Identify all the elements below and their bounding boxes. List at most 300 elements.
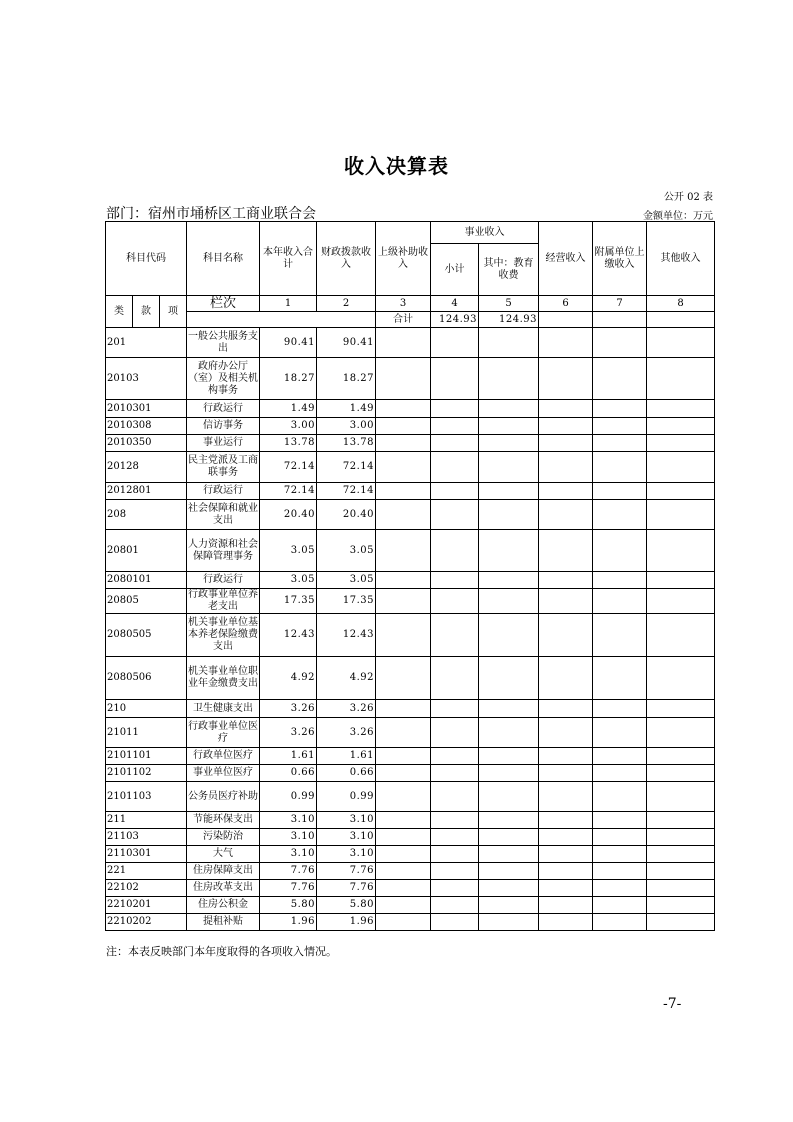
row-fiscal: 3.05	[317, 572, 376, 589]
row-fiscal: 1.61	[317, 748, 376, 765]
header-operating: 经营收入	[539, 222, 593, 296]
row-total: 17.35	[260, 589, 317, 614]
row-empty-cell	[647, 765, 715, 782]
row-empty-cell	[431, 435, 479, 452]
row-empty-cell	[479, 452, 539, 483]
row-fiscal: 3.26	[317, 700, 376, 718]
row-total: 3.05	[260, 572, 317, 589]
row-empty-cell	[431, 328, 479, 358]
row-total: 124.93	[431, 312, 479, 328]
row-empty-cell	[431, 914, 479, 931]
row-empty-cell	[593, 880, 647, 897]
row-total: 20.40	[260, 500, 317, 530]
row-empty-cell	[376, 782, 431, 812]
row-empty-cell	[431, 500, 479, 530]
row-empty-cell	[593, 812, 647, 829]
col-num-8: 8	[647, 296, 715, 312]
row-total: 0.99	[260, 782, 317, 812]
table-row	[106, 846, 715, 863]
row-empty-cell	[539, 358, 593, 400]
row-empty-cell	[376, 435, 431, 452]
row-fiscal: 18.27	[317, 358, 376, 400]
row-code	[187, 312, 376, 328]
header-name: 科目名称	[187, 222, 260, 296]
table-row	[106, 500, 715, 530]
row-empty-cell	[539, 657, 593, 700]
row-code: 2210201	[106, 897, 187, 914]
table-row	[106, 748, 715, 765]
row-empty-cell	[593, 312, 647, 328]
row-empty-cell	[479, 500, 539, 530]
header-total: 本年收入合计	[260, 222, 317, 296]
row-empty-cell	[647, 358, 715, 400]
row-total: 72.14	[260, 452, 317, 483]
row-empty-cell	[539, 829, 593, 846]
row-empty-cell	[479, 829, 539, 846]
row-empty-cell	[539, 863, 593, 880]
row-name: 社会保障和就业支出	[187, 500, 260, 530]
row-name: 一般公共服务支出	[187, 328, 260, 358]
row-empty-cell	[593, 863, 647, 880]
row-code: 2010350	[106, 435, 187, 452]
col-num-3: 3	[376, 296, 431, 312]
row-empty-cell	[376, 914, 431, 931]
row-empty-cell	[593, 530, 647, 572]
table-row	[106, 452, 715, 483]
row-empty-cell	[593, 358, 647, 400]
row-empty-cell	[376, 400, 431, 418]
row-empty-cell	[376, 829, 431, 846]
table-row	[106, 765, 715, 782]
row-empty-cell	[539, 328, 593, 358]
row-empty-cell	[479, 435, 539, 452]
row-empty-cell	[479, 530, 539, 572]
row-empty-cell	[479, 400, 539, 418]
row-empty-cell	[593, 483, 647, 500]
header-other: 其他收入	[647, 222, 715, 296]
row-empty-cell	[431, 748, 479, 765]
row-empty-cell	[593, 589, 647, 614]
row-name: 政府办公厅（室）及相关机构事务	[187, 358, 260, 400]
row-name: 住房保障支出	[187, 863, 260, 880]
row-total: 13.78	[260, 435, 317, 452]
row-empty-cell	[431, 418, 479, 435]
row-code: 208	[106, 500, 187, 530]
row-empty-cell	[647, 572, 715, 589]
row-empty-cell	[539, 812, 593, 829]
row-empty-cell	[593, 897, 647, 914]
row-empty-cell	[376, 846, 431, 863]
row-name: 行政单位医疗	[187, 748, 260, 765]
row-empty-cell	[431, 863, 479, 880]
row-total: 3.05	[260, 530, 317, 572]
row-name: 行政运行	[187, 572, 260, 589]
table-row	[106, 483, 715, 500]
header-lanci: 栏次	[187, 296, 260, 312]
row-total: 1.49	[260, 400, 317, 418]
row-empty-cell	[479, 782, 539, 812]
row-empty-cell	[647, 312, 715, 328]
row-empty-cell	[431, 718, 479, 748]
row-fiscal: 72.14	[317, 483, 376, 500]
row-empty-cell	[479, 614, 539, 657]
row-fiscal: 90.41	[317, 328, 376, 358]
header-shiye: 事业收入	[431, 222, 539, 244]
table-row	[106, 863, 715, 880]
row-empty-cell	[479, 863, 539, 880]
row-empty-cell	[376, 748, 431, 765]
row-empty-cell	[431, 829, 479, 846]
row-name: 机关事业单位职业年金缴费支出	[187, 657, 260, 700]
table-row	[106, 880, 715, 897]
row-name: 节能环保支出	[187, 812, 260, 829]
row-empty-cell	[647, 657, 715, 700]
row-empty-cell	[431, 846, 479, 863]
row-empty-cell	[431, 700, 479, 718]
row-fiscal: 0.66	[317, 765, 376, 782]
row-empty-cell	[647, 748, 715, 765]
row-code: 20128	[106, 452, 187, 483]
row-empty-cell	[539, 589, 593, 614]
row-code: 20801	[106, 530, 187, 572]
row-empty-cell	[593, 700, 647, 718]
row-empty-cell	[376, 572, 431, 589]
row-name: 行政运行	[187, 483, 260, 500]
row-empty-cell	[479, 589, 539, 614]
row-empty-cell	[431, 657, 479, 700]
row-empty-cell	[647, 435, 715, 452]
header-kuan: 款	[133, 296, 160, 328]
row-code: 20805	[106, 589, 187, 614]
row-empty-cell	[539, 765, 593, 782]
row-empty-cell	[479, 897, 539, 914]
row-empty-cell	[539, 782, 593, 812]
header-xiang: 项	[160, 296, 187, 328]
row-empty-cell	[539, 418, 593, 435]
col-num-6: 6	[539, 296, 593, 312]
row-empty-cell	[479, 718, 539, 748]
row-total: 0.66	[260, 765, 317, 782]
col-num-2: 2	[317, 296, 376, 312]
row-code: 2101101	[106, 748, 187, 765]
row-total: 3.10	[260, 846, 317, 863]
table-row	[106, 418, 715, 435]
row-fiscal: 1.49	[317, 400, 376, 418]
row-fiscal: 5.80	[317, 897, 376, 914]
row-fiscal: 7.76	[317, 863, 376, 880]
row-fiscal: 3.10	[317, 812, 376, 829]
row-empty-cell	[376, 897, 431, 914]
header-fiscal: 财政拨款收入	[317, 222, 376, 296]
table-row	[106, 829, 715, 846]
row-empty-cell	[431, 358, 479, 400]
row-empty-cell	[647, 483, 715, 500]
page-number: -7-	[663, 996, 682, 1012]
row-code: 2110301	[106, 846, 187, 863]
row-empty-cell	[376, 700, 431, 718]
row-empty-cell	[376, 718, 431, 748]
row-empty-cell	[539, 614, 593, 657]
row-empty-cell	[593, 500, 647, 530]
row-empty-cell	[431, 572, 479, 589]
row-empty-cell	[647, 782, 715, 812]
table-row	[106, 530, 715, 572]
row-empty-cell	[431, 530, 479, 572]
row-empty-cell	[593, 914, 647, 931]
row-total: 7.76	[260, 880, 317, 897]
row-name: 事业单位医疗	[187, 765, 260, 782]
row-fiscal: 4.92	[317, 657, 376, 700]
row-total: 3.10	[260, 812, 317, 829]
row-name: 机关事业单位基本养老保险缴费支出	[187, 614, 260, 657]
row-empty-cell	[647, 614, 715, 657]
row-name: 住房公积金	[187, 897, 260, 914]
row-empty-cell	[593, 657, 647, 700]
row-total: 3.00	[260, 418, 317, 435]
header-affiliated: 附属单位上缴收入	[593, 222, 647, 296]
income-table	[105, 221, 715, 931]
table-row	[106, 812, 715, 829]
row-name: 卫生健康支出	[187, 700, 260, 718]
row-code: 2101103	[106, 782, 187, 812]
department-label: 部门：宿州市埇桥区工商业联合会	[106, 206, 316, 222]
row-empty-cell	[376, 657, 431, 700]
row-empty-cell	[647, 897, 715, 914]
row-code: 21011	[106, 718, 187, 748]
row-empty-cell	[539, 846, 593, 863]
row-total: 1.61	[260, 748, 317, 765]
row-empty-cell	[647, 400, 715, 418]
row-empty-cell	[431, 897, 479, 914]
header-subtotal: 小计	[431, 244, 479, 296]
row-empty-cell	[539, 500, 593, 530]
row-code: 2010308	[106, 418, 187, 435]
row-empty-cell	[647, 589, 715, 614]
row-empty-cell	[376, 765, 431, 782]
form-number: 公开 02 表	[663, 192, 713, 203]
table-row	[106, 400, 715, 418]
row-code: 2080506	[106, 657, 187, 700]
row-fiscal: 20.40	[317, 500, 376, 530]
row-empty-cell	[593, 718, 647, 748]
row-name: 行政运行	[187, 400, 260, 418]
row-code: 21103	[106, 829, 187, 846]
row-code: 22102	[106, 880, 187, 897]
header-lei: 类	[106, 296, 133, 328]
row-fiscal: 3.05	[317, 530, 376, 572]
row-empty-cell	[593, 452, 647, 483]
row-total: 5.80	[260, 897, 317, 914]
row-empty-cell	[647, 452, 715, 483]
row-empty-cell	[479, 358, 539, 400]
row-fiscal: 72.14	[317, 452, 376, 483]
row-empty-cell	[647, 700, 715, 718]
row-empty-cell	[376, 812, 431, 829]
row-name: 人力资源和社会保障管理事务	[187, 530, 260, 572]
row-empty-cell	[479, 418, 539, 435]
table-row	[106, 782, 715, 812]
row-total: 3.10	[260, 829, 317, 846]
row-empty-cell	[539, 718, 593, 748]
row-code: 2012801	[106, 483, 187, 500]
row-empty-cell	[376, 880, 431, 897]
row-empty-cell	[593, 328, 647, 358]
col-num-4: 4	[431, 296, 479, 312]
row-empty-cell	[539, 483, 593, 500]
row-code: 211	[106, 812, 187, 829]
row-total: 90.41	[260, 328, 317, 358]
header-edu: 其中：教育收费	[479, 244, 539, 296]
row-empty-cell	[376, 358, 431, 400]
row-fiscal: 0.99	[317, 782, 376, 812]
row-empty-cell	[539, 452, 593, 483]
row-empty-cell	[647, 530, 715, 572]
row-code: 210	[106, 700, 187, 718]
row-fiscal: 3.10	[317, 829, 376, 846]
row-empty-cell	[539, 897, 593, 914]
row-empty-cell	[479, 657, 539, 700]
row-empty-cell	[431, 400, 479, 418]
row-empty-cell	[376, 483, 431, 500]
table-note: 注：本表反映部门本年度取得的各项收入情况。	[106, 945, 337, 958]
row-empty-cell	[479, 765, 539, 782]
row-empty-cell	[539, 880, 593, 897]
row-fiscal: 1.96	[317, 914, 376, 931]
row-empty-cell	[647, 812, 715, 829]
row-empty-cell	[479, 812, 539, 829]
row-name: 信访事务	[187, 418, 260, 435]
row-empty-cell	[539, 748, 593, 765]
row-total: 4.92	[260, 657, 317, 700]
row-empty-cell	[431, 765, 479, 782]
header-code: 科目代码	[106, 222, 187, 296]
row-total: 3.26	[260, 700, 317, 718]
row-empty-cell	[539, 572, 593, 589]
row-empty-cell	[647, 328, 715, 358]
row-empty-cell	[593, 748, 647, 765]
row-empty-cell	[647, 829, 715, 846]
table-row	[106, 572, 715, 589]
row-empty-cell	[593, 782, 647, 812]
row-total: 3.26	[260, 718, 317, 748]
table-row	[106, 657, 715, 700]
row-name: 污染防治	[187, 829, 260, 846]
row-fiscal: 124.93	[479, 312, 539, 328]
row-name: 合计	[376, 312, 431, 328]
row-empty-cell	[593, 846, 647, 863]
row-name: 事业运行	[187, 435, 260, 452]
row-name: 民主党派及工商联事务	[187, 452, 260, 483]
row-empty-cell	[539, 914, 593, 931]
table-row	[106, 700, 715, 718]
row-empty-cell	[376, 589, 431, 614]
amount-unit: 金额单位：万元	[643, 211, 713, 222]
col-num-1: 1	[260, 296, 317, 312]
row-empty-cell	[593, 829, 647, 846]
row-code: 2010301	[106, 400, 187, 418]
table-row	[106, 914, 715, 931]
row-empty-cell	[647, 914, 715, 931]
row-empty-cell	[376, 863, 431, 880]
row-code: 2101102	[106, 765, 187, 782]
row-empty-cell	[539, 435, 593, 452]
row-fiscal: 13.78	[317, 435, 376, 452]
row-empty-cell	[593, 614, 647, 657]
row-empty-cell	[539, 700, 593, 718]
row-empty-cell	[431, 452, 479, 483]
row-empty-cell	[376, 614, 431, 657]
header-superior: 上级补助收入	[376, 222, 431, 296]
row-empty-cell	[376, 530, 431, 572]
table-row	[106, 435, 715, 452]
page-title: 收入决算表	[344, 154, 449, 178]
row-empty-cell	[479, 700, 539, 718]
row-name: 行政事业单位医疗	[187, 718, 260, 748]
row-empty-cell	[593, 400, 647, 418]
row-empty-cell	[647, 500, 715, 530]
row-empty-cell	[593, 572, 647, 589]
row-fiscal: 3.26	[317, 718, 376, 748]
row-empty-cell	[539, 530, 593, 572]
row-code: 2080101	[106, 572, 187, 589]
row-code: 2080505	[106, 614, 187, 657]
row-empty-cell	[431, 614, 479, 657]
row-empty-cell	[479, 328, 539, 358]
row-fiscal: 3.00	[317, 418, 376, 435]
row-total: 7.76	[260, 863, 317, 880]
table-row	[106, 614, 715, 657]
row-code: 2210202	[106, 914, 187, 931]
row-empty-cell	[647, 880, 715, 897]
row-name: 大气	[187, 846, 260, 863]
row-total: 1.96	[260, 914, 317, 931]
row-empty-cell	[593, 435, 647, 452]
row-empty-cell	[539, 312, 593, 328]
table-row	[106, 312, 715, 328]
table-row	[106, 358, 715, 400]
row-empty-cell	[431, 880, 479, 897]
row-empty-cell	[479, 483, 539, 500]
row-fiscal: 12.43	[317, 614, 376, 657]
row-total: 12.43	[260, 614, 317, 657]
row-empty-cell	[539, 400, 593, 418]
row-fiscal: 17.35	[317, 589, 376, 614]
table-row	[106, 328, 715, 358]
row-total: 18.27	[260, 358, 317, 400]
row-empty-cell	[479, 914, 539, 931]
row-code: 221	[106, 863, 187, 880]
row-name: 住房改革支出	[187, 880, 260, 897]
row-empty-cell	[593, 418, 647, 435]
row-empty-cell	[431, 589, 479, 614]
table-row	[106, 897, 715, 914]
col-num-7: 7	[593, 296, 647, 312]
row-name: 提租补贴	[187, 914, 260, 931]
col-num-5: 5	[479, 296, 539, 312]
row-empty-cell	[376, 452, 431, 483]
row-fiscal: 7.76	[317, 880, 376, 897]
row-empty-cell	[479, 572, 539, 589]
row-fiscal: 3.10	[317, 846, 376, 863]
row-name: 行政事业单位养老支出	[188, 589, 259, 612]
row-empty-cell	[647, 718, 715, 748]
row-empty-cell	[647, 418, 715, 435]
row-empty-cell	[431, 812, 479, 829]
row-empty-cell	[376, 328, 431, 358]
table-row	[106, 718, 715, 748]
row-empty-cell	[479, 880, 539, 897]
row-empty-cell	[431, 782, 479, 812]
